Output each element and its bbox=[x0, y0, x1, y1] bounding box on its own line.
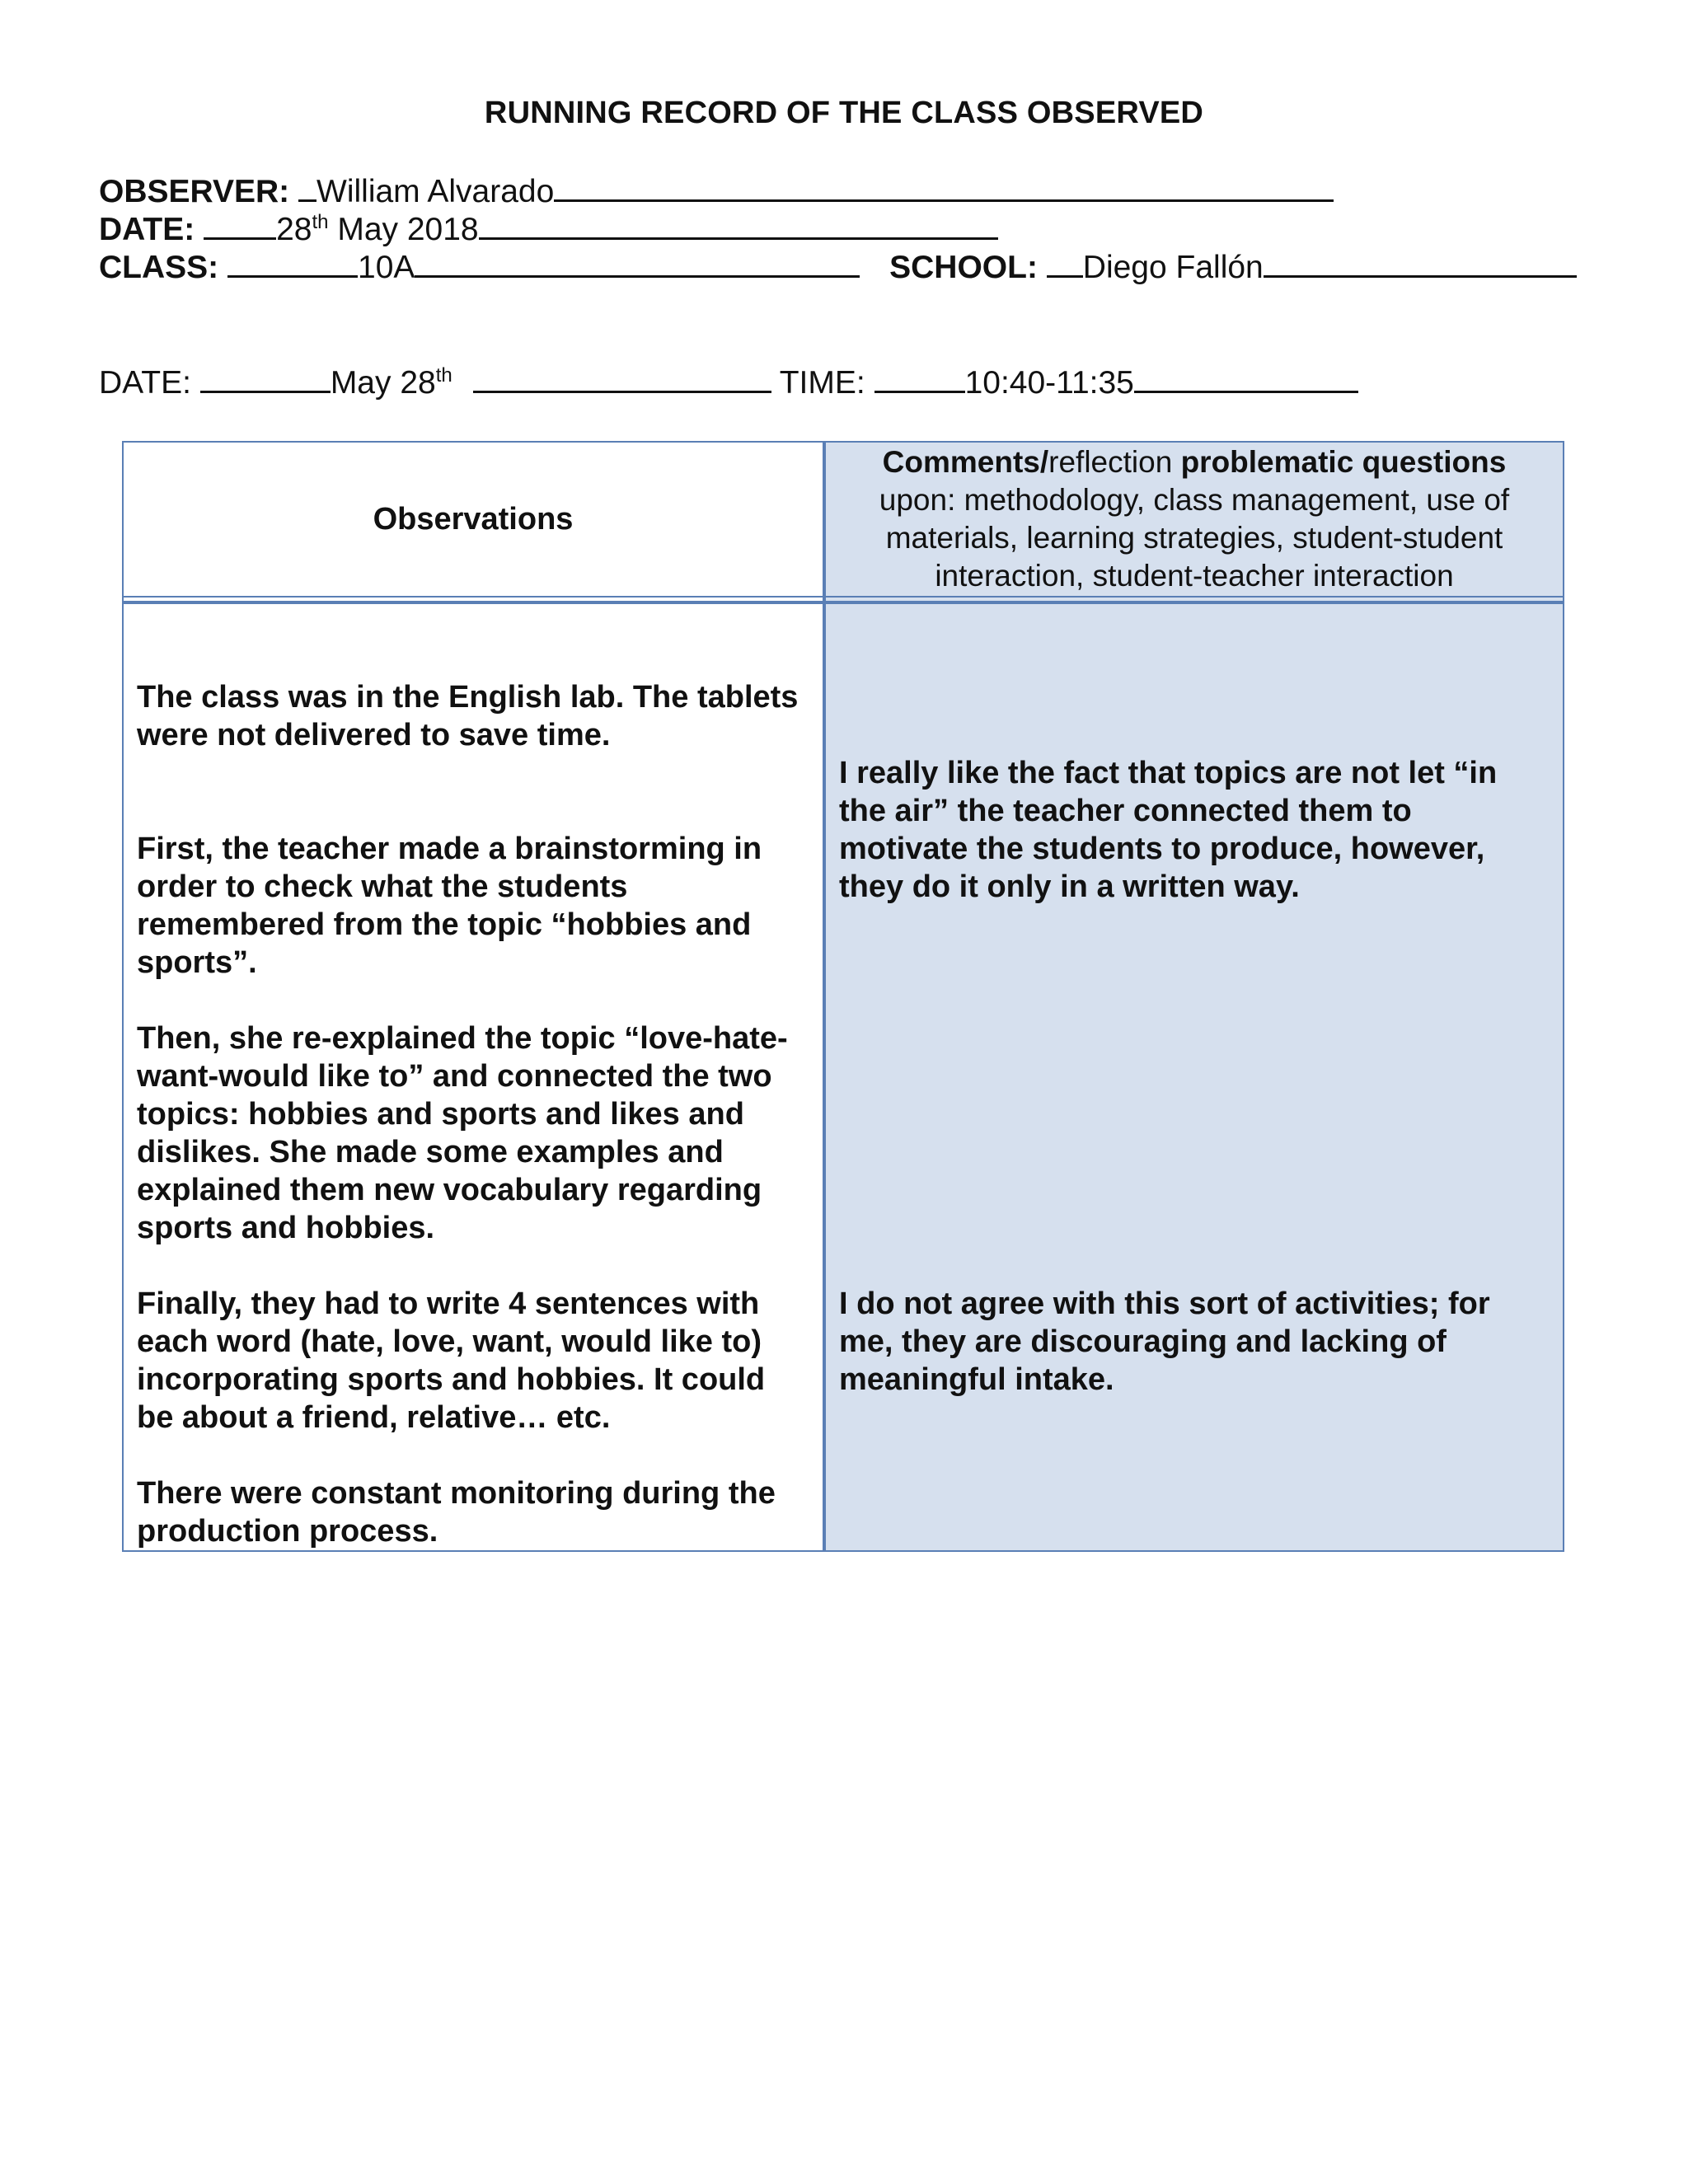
date2-underline-lead bbox=[200, 363, 331, 393]
comments-header bbox=[824, 441, 1564, 598]
time-value: 10:40-11:35 bbox=[964, 365, 1134, 401]
running-record-table bbox=[122, 441, 1564, 1552]
observation-paragraph: Then, she re-explained the topic “love-hate-want-would like to” and connected the two topics: hobbies and sports and likes and dislikes. She made some examples and explained them new vocabulary regarding sports and hobbies. bbox=[137, 1021, 788, 1245]
page-title: RUNNING RECORD OF THE CLASS OBSERVED bbox=[484, 96, 1204, 130]
class-underline-lead bbox=[227, 247, 358, 278]
date2-value: May 28 bbox=[330, 365, 436, 401]
date-day: 28 bbox=[276, 212, 312, 247]
date2-underline-trail bbox=[473, 363, 771, 393]
school-label: SCHOOL: bbox=[889, 250, 1038, 285]
date2-suffix: th bbox=[435, 364, 452, 387]
comment-paragraph: I do not agree with this sort of activities; for me, they are discouraging and lacking of meaningful intake. bbox=[839, 1286, 1490, 1397]
school-value: Diego Fallón bbox=[1082, 250, 1264, 285]
time-underline-trail bbox=[1134, 363, 1358, 393]
date-suffix: th bbox=[312, 211, 329, 233]
observation-paragraph: First, the teacher made a brainstorming in order to check what the students remembered from the topic “hobbies and sports”. bbox=[137, 832, 762, 980]
date-label: DATE: bbox=[99, 212, 195, 247]
comments-header-normal1: reflection bbox=[1048, 445, 1181, 479]
time-underline-lead bbox=[874, 363, 965, 393]
date-line bbox=[99, 209, 998, 250]
comments-cell bbox=[824, 602, 1564, 1552]
class-label: CLASS: bbox=[99, 250, 219, 285]
observation-paragraph: Finally, they had to write 4 sentences with each word (hate, love, want, would like to) incorporating sports and hobbies. It could be about a friend, relative… etc. bbox=[137, 1286, 766, 1435]
observation-paragraph: There were constant monitoring during the production process. bbox=[137, 1476, 776, 1549]
date2-label: DATE: bbox=[99, 365, 191, 401]
comment-paragraph: I really like the fact that topics are not let “in the air” the teacher connected them to motivate the students to produce, however, they do it only in a written way. bbox=[839, 756, 1498, 904]
class-underline-trail bbox=[415, 247, 860, 278]
observation-paragraph: The class was in the English lab. The tablets were not delivered to save time. bbox=[137, 680, 799, 752]
date-underline-trail bbox=[479, 209, 998, 240]
comments-header-bold1: Comments/ bbox=[882, 445, 1049, 479]
observations-cell bbox=[122, 602, 824, 1552]
school-underline-trail bbox=[1264, 247, 1577, 278]
comments-header-rest: upon: methodology, class management, use of materials, learning strategies, student-student interaction, student-teacher interaction bbox=[879, 483, 1510, 593]
observer-value: William Alvarado bbox=[316, 174, 555, 209]
date-rest: May 2018 bbox=[328, 212, 479, 247]
observations-header: Observations bbox=[122, 441, 824, 598]
comments-header-bold2: problematic questions bbox=[1180, 445, 1507, 479]
class-value: 10A bbox=[358, 250, 415, 285]
observer-line bbox=[99, 171, 1334, 212]
time-label: TIME: bbox=[779, 365, 865, 401]
observer-label: OBSERVER: bbox=[99, 174, 290, 209]
date-time-line bbox=[99, 363, 1358, 403]
class-school-line bbox=[99, 247, 1577, 288]
observer-underline-lead bbox=[298, 171, 316, 202]
table-header-row bbox=[122, 441, 1564, 598]
table-body-row bbox=[122, 602, 1564, 1552]
observer-underline-trail bbox=[554, 171, 1334, 202]
date-underline-lead bbox=[204, 209, 276, 240]
school-underline-lead bbox=[1047, 247, 1083, 278]
